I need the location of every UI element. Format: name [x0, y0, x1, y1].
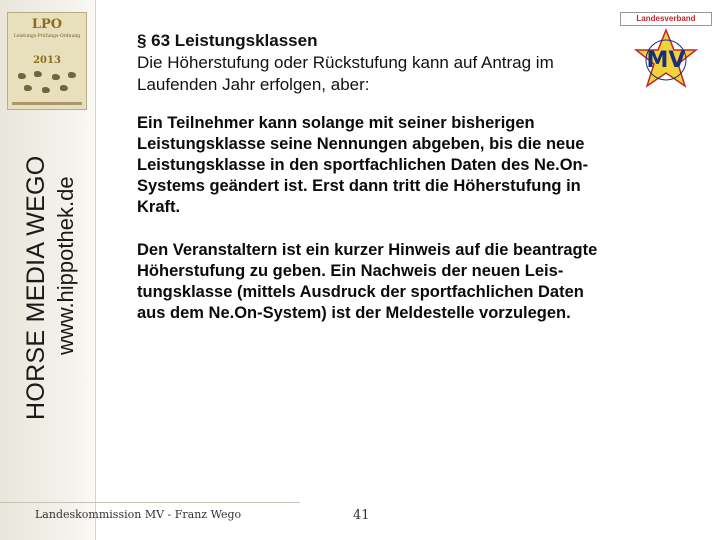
lpo-logo — [7, 12, 87, 110]
logo-footer-bar — [12, 102, 82, 105]
logo-figures-icon — [14, 71, 82, 97]
text-line: aus dem Ne.On-System) ist der Meldestelle vorzulegen. — [137, 304, 571, 322]
intro-line-1: Die Höherstufung oder Rückstufung kann auf Antrag im — [137, 53, 554, 72]
logo-title: LPO — [31, 17, 63, 32]
slide-header — [137, 30, 667, 96]
text-line: Den Veranstaltern ist ein kurzer Hinweis auf die beantragte — [137, 241, 598, 259]
badge-band: Landesverband — [620, 12, 712, 26]
sidebar — [0, 0, 96, 540]
paragraph-2 — [137, 240, 692, 324]
footer-text: Landeskommission MV - Franz Wego — [35, 508, 242, 521]
text-line: Höherstufung zu geben. Ein Nachweis der neuen Leis- — [137, 262, 564, 280]
footer-divider — [0, 502, 300, 503]
text-line: Leistungsklasse seine Nennungen abgeben, bis die neue — [137, 135, 585, 153]
intro-line-2: Laufenden Jahr erfolgen, aber: — [137, 75, 370, 94]
text-line: Ein Teilnehmer kann solange mit seiner bisherigen — [137, 114, 535, 132]
website-vertical-text: www.hippothek.de — [53, 176, 78, 355]
brand-vertical-text: HORSE MEDIA WEGO — [22, 155, 50, 420]
logo-subtitle: Leistungs-Prüfungs-Ordnung — [13, 34, 81, 39]
text-line: Systems geändert ist. Erst dann tritt die Höherstufung in — [137, 177, 581, 195]
text-line: tungsklasse (mittels Ausdruck der sportfachlichen Daten — [137, 283, 584, 301]
page-number: 41 — [353, 508, 370, 523]
text-line: Kraft. — [137, 198, 181, 216]
page-title: § 63 Leistungsklassen — [137, 31, 318, 50]
logo-year: 2013 — [33, 55, 61, 66]
badge-initials: MV — [646, 48, 686, 73]
text-line: Leistungsklasse in den sportfachlichen Daten des Ne.On- — [137, 156, 589, 174]
paragraph-1 — [137, 113, 692, 218]
